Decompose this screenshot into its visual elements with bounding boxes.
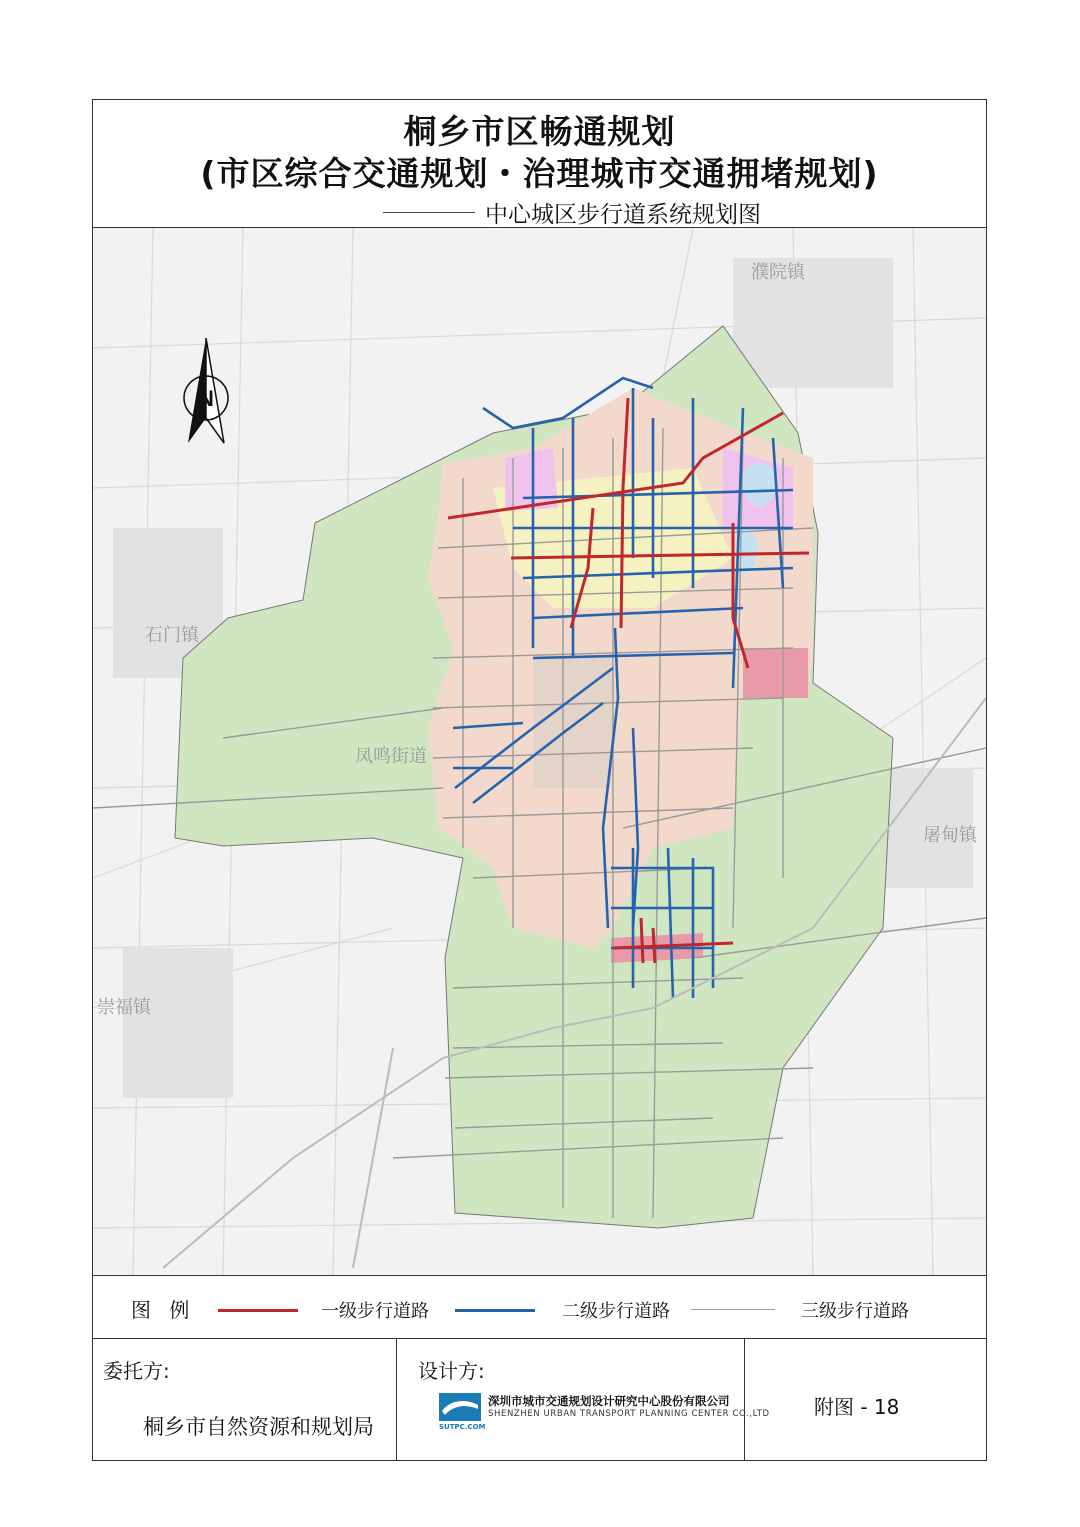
client-name: 桐乡市自然资源和规划局 bbox=[143, 1415, 374, 1439]
designer-name-cn: 深圳市城市交通规划设计研究中心股份有限公司 bbox=[488, 1394, 730, 1408]
place-label-puyuan: 濮院镇 bbox=[751, 262, 805, 283]
legend-label-tertiary: 三级步行道路 bbox=[801, 1301, 909, 1322]
subtitle-rule bbox=[383, 212, 475, 213]
title-block bbox=[93, 100, 986, 228]
designer-logo-text: SUTPC.COM bbox=[439, 1423, 486, 1431]
legend-label-primary: 一级步行道路 bbox=[321, 1301, 429, 1322]
north-arrow bbox=[184, 338, 228, 443]
legend-swatch-tertiary bbox=[691, 1309, 775, 1310]
map-legend bbox=[93, 1275, 986, 1339]
map-subtitle: 中心城区步行道系统规划图 bbox=[485, 202, 761, 228]
figure-number: 附图 - 18 bbox=[814, 1395, 900, 1419]
client-label: 委托方: bbox=[103, 1359, 170, 1383]
legend-label-secondary: 二级步行道路 bbox=[562, 1301, 670, 1322]
info-footer bbox=[93, 1339, 986, 1460]
client-cell bbox=[93, 1339, 397, 1460]
designer-cell bbox=[396, 1339, 770, 1460]
legend-swatch-secondary bbox=[455, 1309, 535, 1312]
map-title-line2: (市区综合交通规划・治理城市交通拥堵规划) bbox=[200, 154, 879, 193]
sutpc-logo-icon bbox=[439, 1393, 481, 1421]
place-label-tudian: 屠甸镇 bbox=[923, 825, 977, 846]
designer-label: 设计方: bbox=[418, 1359, 485, 1383]
north-arrow-label: N bbox=[198, 386, 214, 411]
map-canvas[interactable] bbox=[93, 228, 986, 1275]
place-label-shimen: 石门镇 bbox=[145, 625, 199, 646]
designer-name-en: SHENZHEN URBAN TRANSPORT PLANNING CENTER CO.,LTD bbox=[488, 1409, 770, 1419]
map-sheet bbox=[92, 99, 987, 1461]
map-title: 桐乡市区畅通规划 bbox=[403, 112, 676, 151]
map-subtitle-row bbox=[383, 196, 761, 229]
figure-number-cell bbox=[744, 1339, 986, 1460]
legend-title: 图 例 bbox=[131, 1298, 196, 1322]
legend-swatch-primary bbox=[218, 1309, 298, 1312]
place-label-fengming: 凤鸣街道 bbox=[355, 746, 427, 767]
place-label-chongfu: 崇福镇 bbox=[97, 997, 151, 1018]
map-graphic bbox=[93, 228, 986, 1275]
